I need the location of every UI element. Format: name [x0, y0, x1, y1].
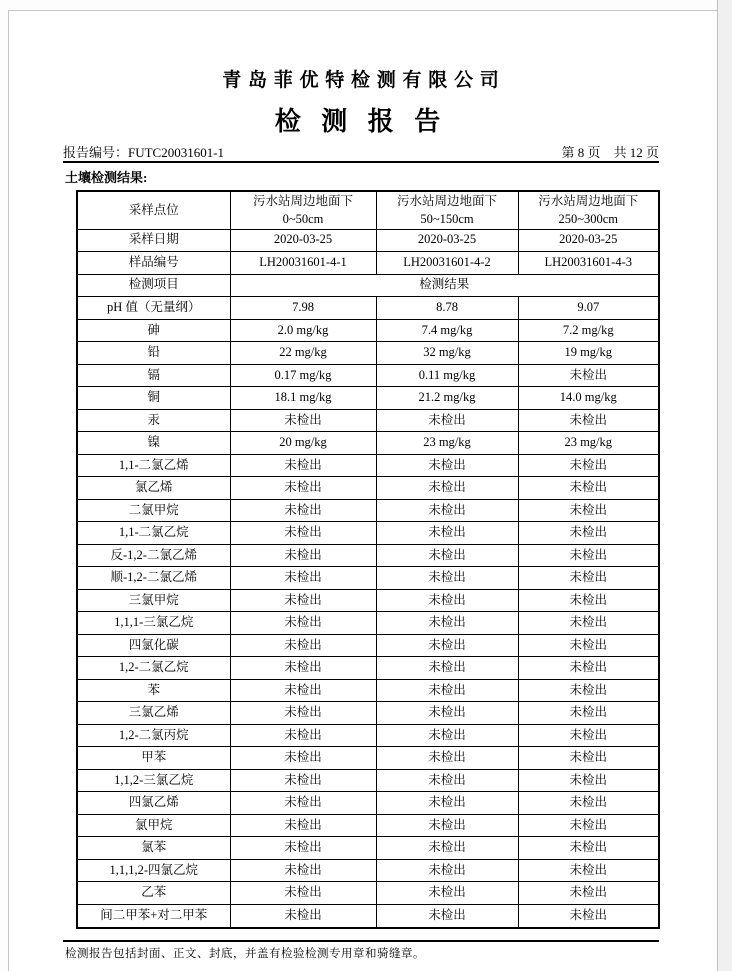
value-cell: 未检出 [518, 904, 659, 928]
result-row [77, 454, 659, 477]
value-cell: 未检出 [376, 679, 518, 702]
value-cell: 23 mg/kg [518, 432, 659, 455]
result-row [77, 567, 659, 590]
meta-row [77, 191, 659, 229]
row-label-cell: 采样点位 [77, 191, 230, 229]
value-cell: 32 mg/kg [376, 342, 518, 365]
scrollbar-track[interactable] [717, 0, 732, 971]
value-cell: 未检出 [230, 769, 376, 792]
value-cell: 未检出 [230, 499, 376, 522]
header-divider [63, 161, 659, 163]
value-cell: 未检出 [376, 859, 518, 882]
item-cell: 1,1,1,2-四氯乙烷 [77, 859, 230, 882]
report-number: 报告编号：FUTC20031601-1 [63, 145, 225, 160]
cell-line: 50~150cm [420, 212, 474, 227]
value-cell: 未检出 [518, 544, 659, 567]
report-page [8, 10, 717, 971]
value-cell: 23 mg/kg [376, 432, 518, 455]
value-cell: 未检出 [376, 814, 518, 837]
result-row [77, 612, 659, 635]
value-cell: 0.17 mg/kg [230, 364, 376, 387]
value-cell: 未检出 [230, 904, 376, 928]
result-row [77, 544, 659, 567]
value-cell: 未检出 [230, 657, 376, 680]
value-cell: 未检出 [376, 612, 518, 635]
item-cell: 反-1,2-二氯乙烯 [77, 544, 230, 567]
result-row [77, 724, 659, 747]
result-row [77, 387, 659, 410]
result-row [77, 409, 659, 432]
result-row [77, 432, 659, 455]
meta-row [77, 229, 659, 252]
value-cell: 未检出 [376, 837, 518, 860]
value-cell: 8.78 [376, 297, 518, 320]
row-label-cell: 样品编号 [77, 252, 230, 275]
item-cell: 汞 [77, 409, 230, 432]
value-cell: 未检出 [230, 589, 376, 612]
row-label-cell: 采样日期 [77, 229, 230, 252]
value-cell: 未检出 [376, 567, 518, 590]
value-cell: 0.11 mg/kg [376, 364, 518, 387]
result-row [77, 522, 659, 545]
meta-value-cell: LH20031601-4-3 [518, 252, 659, 275]
value-cell: 未检出 [518, 837, 659, 860]
value-cell: 14.0 mg/kg [518, 387, 659, 410]
cell-line: 污水站周边地面下 [252, 194, 353, 209]
item-cell: 镍 [77, 432, 230, 455]
value-cell: 未检出 [518, 657, 659, 680]
result-row [77, 792, 659, 815]
report-title: 检 测 报 告 [274, 107, 448, 136]
item-cell: 1,2-二氯乙烷 [77, 657, 230, 680]
item-cell: 氯苯 [77, 837, 230, 860]
value-cell: 未检出 [518, 724, 659, 747]
value-cell: 未检出 [376, 499, 518, 522]
results-table [76, 190, 660, 929]
item-cell: 砷 [77, 319, 230, 342]
value-cell: 7.98 [230, 297, 376, 320]
value-cell: 未检出 [376, 702, 518, 725]
cell-line: 0~50cm [282, 212, 324, 227]
page-indicator: 第 8 页 共 12 页 [561, 145, 659, 160]
value-cell: 未检出 [518, 814, 659, 837]
value-cell: 未检出 [518, 859, 659, 882]
value-cell: 未检出 [376, 454, 518, 477]
result-row [77, 657, 659, 680]
item-cell: 镉 [77, 364, 230, 387]
value-cell: 未检出 [518, 409, 659, 432]
value-cell: 未检出 [230, 544, 376, 567]
value-cell: 未检出 [376, 904, 518, 928]
item-cell: 1,1-二氯乙烯 [77, 454, 230, 477]
result-row [77, 319, 659, 342]
item-cell: 乙苯 [77, 882, 230, 905]
item-cell: 二氯甲烷 [77, 499, 230, 522]
value-cell: 19 mg/kg [518, 342, 659, 365]
value-cell: 9.07 [518, 297, 659, 320]
value-cell: 未检出 [376, 522, 518, 545]
result-row [77, 297, 659, 320]
value-cell: 未检出 [376, 792, 518, 815]
item-cell: 甲苯 [77, 747, 230, 770]
item-cell: 氯甲烷 [77, 814, 230, 837]
value-cell: 未检出 [518, 612, 659, 635]
value-cell: 未检出 [230, 612, 376, 635]
item-cell: 间二甲苯+对二甲苯 [77, 904, 230, 928]
cell-line: 污水站周边地面下 [538, 194, 639, 209]
value-cell: 未检出 [376, 657, 518, 680]
footer-note: 检测报告包括封面、正文、封底，并盖有检验检测专用章和骑缝章。 [65, 948, 425, 960]
value-cell: 22 mg/kg [230, 342, 376, 365]
value-cell: 18.1 mg/kg [230, 387, 376, 410]
result-header-row [77, 274, 659, 297]
value-cell: 21.2 mg/kg [376, 387, 518, 410]
value-cell: 未检出 [518, 679, 659, 702]
item-cell: pH 值（无量纲） [77, 297, 230, 320]
result-row [77, 904, 659, 928]
value-cell: 未检出 [376, 477, 518, 500]
cell-line: 250~300cm [558, 212, 619, 227]
result-row [77, 882, 659, 905]
value-cell: 未检出 [230, 859, 376, 882]
value-cell: 未检出 [518, 769, 659, 792]
value-cell: 未检出 [230, 814, 376, 837]
meta-value-cell [518, 191, 659, 229]
result-row [77, 769, 659, 792]
value-cell: 未检出 [518, 364, 659, 387]
value-cell: 未检出 [376, 589, 518, 612]
item-cell: 三氯乙烯 [77, 702, 230, 725]
value-cell: 未检出 [230, 792, 376, 815]
meta-row [77, 252, 659, 275]
page-content [63, 11, 659, 971]
meta-value-cell: 2020-03-25 [518, 229, 659, 252]
result-row [77, 477, 659, 500]
value-cell: 未检出 [518, 567, 659, 590]
result-row [77, 589, 659, 612]
value-cell: 未检出 [518, 747, 659, 770]
result-row [77, 364, 659, 387]
value-cell: 未检出 [230, 882, 376, 905]
result-header-cell: 检测结果 [230, 274, 659, 297]
result-row [77, 837, 659, 860]
result-row [77, 679, 659, 702]
item-cell: 四氯化碳 [77, 634, 230, 657]
value-cell: 未检出 [518, 522, 659, 545]
value-cell: 未检出 [230, 747, 376, 770]
item-cell: 苯 [77, 679, 230, 702]
results-table-body [77, 191, 659, 928]
meta-value-cell: 2020-03-25 [376, 229, 518, 252]
item-cell: 顺-1,2-二氯乙烯 [77, 567, 230, 590]
value-cell: 未检出 [518, 499, 659, 522]
item-cell: 三氯甲烷 [77, 589, 230, 612]
result-row [77, 634, 659, 657]
value-cell: 未检出 [376, 544, 518, 567]
item-cell: 铅 [77, 342, 230, 365]
value-cell: 未检出 [518, 454, 659, 477]
value-cell: 未检出 [230, 702, 376, 725]
value-cell: 20 mg/kg [230, 432, 376, 455]
result-row [77, 859, 659, 882]
value-cell: 未检出 [230, 522, 376, 545]
value-cell: 未检出 [230, 477, 376, 500]
value-cell: 未检出 [518, 634, 659, 657]
section-label: 土壤检测结果: [65, 170, 148, 185]
value-cell: 未检出 [230, 634, 376, 657]
value-cell: 未检出 [230, 409, 376, 432]
result-row [77, 499, 659, 522]
value-cell: 未检出 [376, 634, 518, 657]
item-cell: 铜 [77, 387, 230, 410]
value-cell: 未检出 [518, 882, 659, 905]
value-cell: 未检出 [518, 702, 659, 725]
value-cell: 未检出 [518, 589, 659, 612]
meta-value-cell: LH20031601-4-1 [230, 252, 376, 275]
meta-value-cell: 2020-03-25 [230, 229, 376, 252]
value-cell: 未检出 [376, 747, 518, 770]
value-cell: 未检出 [376, 769, 518, 792]
value-cell: 未检出 [376, 724, 518, 747]
meta-value-cell: LH20031601-4-2 [376, 252, 518, 275]
cell-line: 污水站周边地面下 [396, 194, 497, 209]
item-cell: 1,1,1-三氯乙烷 [77, 612, 230, 635]
value-cell: 未检出 [376, 409, 518, 432]
row-label-cell: 检测项目 [77, 274, 230, 297]
item-cell: 1,1-二氯乙烷 [77, 522, 230, 545]
value-cell: 未检出 [230, 837, 376, 860]
result-row [77, 814, 659, 837]
value-cell: 未检出 [230, 567, 376, 590]
value-cell: 未检出 [518, 792, 659, 815]
value-cell: 未检出 [230, 724, 376, 747]
value-cell: 7.2 mg/kg [518, 319, 659, 342]
result-row [77, 702, 659, 725]
meta-value-cell [376, 191, 518, 229]
meta-value-cell [230, 191, 376, 229]
value-cell: 未检出 [518, 477, 659, 500]
item-cell: 四氯乙烯 [77, 792, 230, 815]
item-cell: 氯乙烯 [77, 477, 230, 500]
value-cell: 未检出 [230, 679, 376, 702]
value-cell: 未检出 [376, 882, 518, 905]
result-row [77, 342, 659, 365]
item-cell: 1,2-二氯丙烷 [77, 724, 230, 747]
value-cell: 未检出 [230, 454, 376, 477]
value-cell: 7.4 mg/kg [376, 319, 518, 342]
result-row [77, 747, 659, 770]
item-cell: 1,1,2-三氯乙烷 [77, 769, 230, 792]
footer-divider [63, 940, 659, 942]
value-cell: 2.0 mg/kg [230, 319, 376, 342]
report-meta-line [63, 142, 659, 161]
company-name: 青 岛 菲 优 特 检 测 有 限 公 司 [222, 70, 500, 91]
